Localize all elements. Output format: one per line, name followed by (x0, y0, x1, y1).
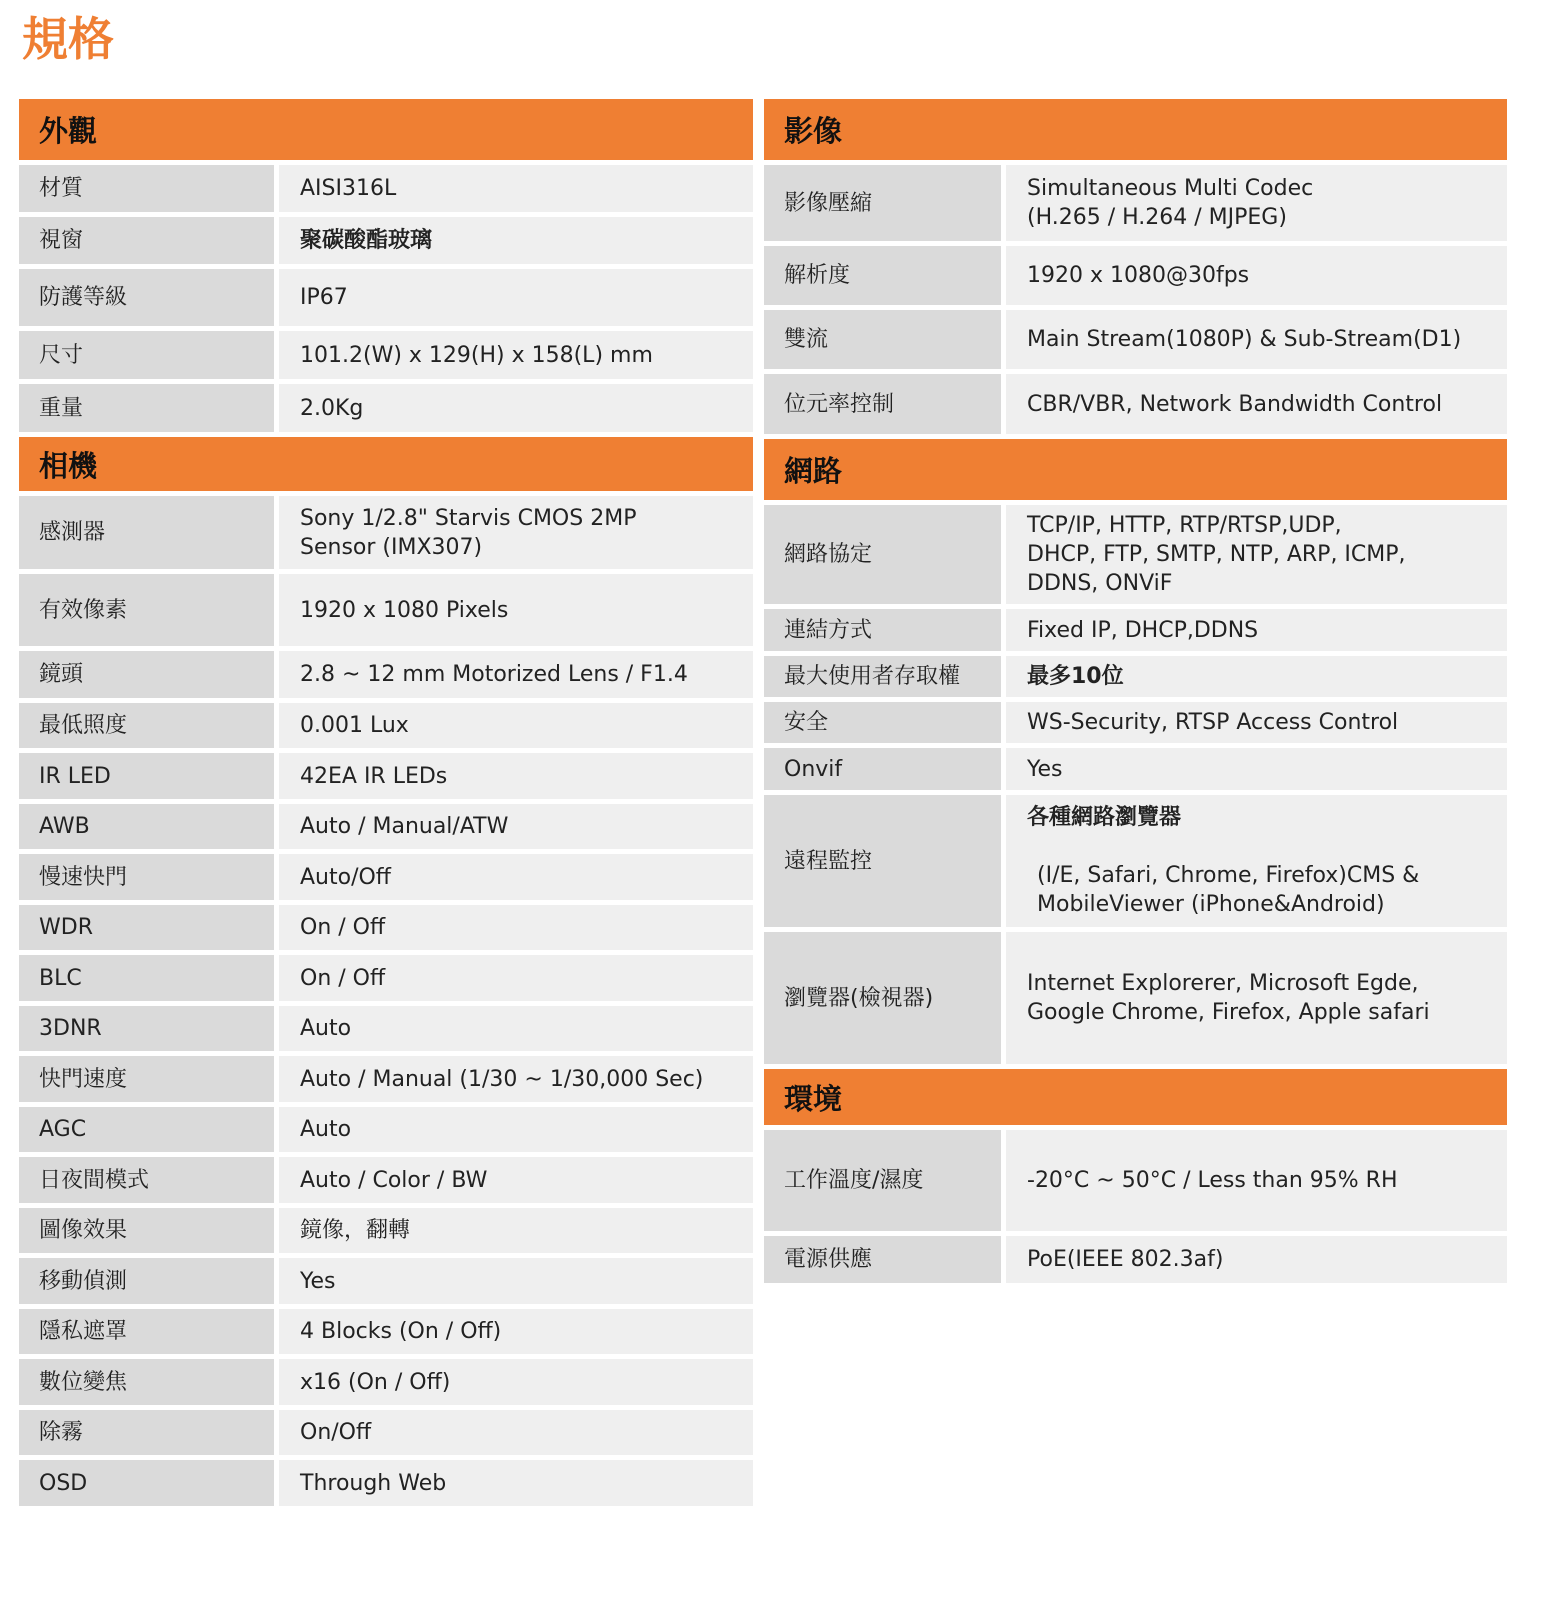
spec-row (19, 703, 753, 748)
spec-value: On/Off (279, 1410, 753, 1455)
spec-row (764, 505, 1507, 604)
spec-label: 數位變焦 (19, 1359, 274, 1405)
spec-label: 最低照度 (19, 703, 274, 748)
spec-value: AISI316L (279, 165, 753, 212)
spec-label: 雙流 (764, 310, 1001, 369)
spec-label: 材質 (19, 165, 274, 212)
spec-row (764, 1130, 1507, 1231)
spec-row (19, 651, 753, 698)
spec-row (19, 1410, 753, 1455)
spec-label: 尺寸 (19, 331, 274, 379)
remote-monitor-body: (I/E, Safari, Chrome, Firefox)CMS & MobileViewer (iPhone&Android) (1037, 863, 1420, 917)
spec-label: 除霧 (19, 1410, 274, 1455)
spec-row (19, 574, 753, 646)
right-column (764, 99, 1507, 1283)
spec-label: 防護等級 (19, 269, 274, 326)
spec-label: 圖像效果 (19, 1208, 274, 1253)
spec-value: 1920 x 1080@30fps (1006, 246, 1507, 305)
spec-value: CBR/VBR, Network Bandwidth Control (1006, 374, 1507, 434)
spec-value: Sony 1/2.8" Starvis CMOS 2MP Sensor (IMX307) (279, 496, 753, 569)
spec-value: 0.001 Lux (279, 703, 753, 748)
spec-row (19, 905, 753, 950)
spec-value: Auto (279, 1006, 753, 1051)
spec-row (19, 1056, 753, 1102)
spec-label: 遠程監控 (764, 795, 1001, 927)
spec-label: 安全 (764, 702, 1001, 743)
spec-label: 3DNR (19, 1006, 274, 1051)
spec-label: WDR (19, 905, 274, 950)
spec-value: Through Web (279, 1460, 753, 1506)
page-title: 規格 (22, 12, 114, 66)
spec-label: 感測器 (19, 496, 274, 569)
spec-row (19, 331, 753, 379)
spec-label: 位元率控制 (764, 374, 1001, 434)
spec-label: 瀏覽器(檢視器) (764, 932, 1001, 1064)
spec-label: 最大使用者存取權 (764, 656, 1001, 697)
spec-value: Simultaneous Multi Codec (H.265 / H.264 / MJPEG) (1006, 165, 1507, 241)
section-header-appearance: 外觀 (19, 99, 753, 160)
spec-value: PoE(IEEE 802.3af) (1006, 1236, 1507, 1283)
spec-label: AGC (19, 1107, 274, 1152)
spec-value: TCP/IP, HTTP, RTP/RTSP,UDP, DHCP, FTP, SMTP, NTP, ARP, ICMP, DDNS, ONViF (1006, 505, 1507, 604)
left-column (19, 99, 753, 1506)
spec-label: 連結方式 (764, 609, 1001, 651)
spec-value: Auto / Manual (1/30 ~ 1/30,000 Sec) (279, 1056, 753, 1102)
spec-value: x16 (On / Off) (279, 1359, 753, 1405)
spec-label: 視窗 (19, 217, 274, 264)
spec-row (19, 1359, 753, 1405)
spec-row (19, 1006, 753, 1051)
spec-value: 鏡像，翻轉 (279, 1208, 753, 1253)
spec-label: 移動偵測 (19, 1258, 274, 1304)
spec-row (19, 1258, 753, 1304)
spec-label: OSD (19, 1460, 274, 1506)
spec-row (764, 609, 1507, 651)
spec-label: BLC (19, 955, 274, 1001)
remote-monitor-head: 各種網路瀏覽器 (1027, 805, 1182, 830)
spec-value: Fixed IP, DHCP,DDNS (1006, 609, 1507, 651)
spec-value: IP67 (279, 269, 753, 326)
spec-value: Main Stream(1080P) & Sub-Stream(D1) (1006, 310, 1507, 369)
spec-row (19, 1460, 753, 1506)
spec-label: 影像壓縮 (764, 165, 1001, 241)
spec-row (19, 804, 753, 849)
spec-label: IR LED (19, 753, 274, 799)
spec-label: 電源供應 (764, 1236, 1001, 1283)
spec-value: On / Off (279, 905, 753, 950)
section-header-network: 網路 (764, 439, 1507, 500)
spec-value: Auto/Off (279, 854, 753, 900)
spec-row (19, 1157, 753, 1203)
spec-row (19, 1309, 753, 1354)
spec-value: 42EA IR LEDs (279, 753, 753, 799)
spec-label: 隱私遮罩 (19, 1309, 274, 1354)
spec-label: 重量 (19, 384, 274, 432)
section-header-camera: 相機 (19, 437, 753, 491)
spec-row (19, 384, 753, 432)
spec-label: 工作溫度/濕度 (764, 1130, 1001, 1231)
spec-row (764, 310, 1507, 369)
spec-value: 1920 x 1080 Pixels (279, 574, 753, 646)
spec-value: Yes (279, 1258, 753, 1304)
spec-value: 101.2(W) x 129(H) x 158(L) mm (279, 331, 753, 379)
spec-row (19, 165, 753, 212)
spec-value: On / Off (279, 955, 753, 1001)
spec-label: 慢速快門 (19, 854, 274, 900)
spec-label: 有效像素 (19, 574, 274, 646)
spec-row (19, 496, 753, 569)
spec-row (19, 1208, 753, 1253)
spec-value: Yes (1006, 748, 1507, 790)
section-header-video: 影像 (764, 99, 1507, 160)
spec-row (764, 1236, 1507, 1283)
spec-row (764, 932, 1507, 1064)
spec-label: AWB (19, 804, 274, 849)
spec-value (1006, 795, 1507, 927)
spec-value: Auto / Color / BW (279, 1157, 753, 1203)
spec-value: Auto (279, 1107, 753, 1152)
spec-label: Onvif (764, 748, 1001, 790)
spec-row (19, 753, 753, 799)
spec-row (19, 269, 753, 326)
spec-value: 2.0Kg (279, 384, 753, 432)
spec-row (19, 1107, 753, 1152)
spec-row (764, 656, 1507, 697)
spec-value: 4 Blocks (On / Off) (279, 1309, 753, 1354)
spec-label: 網路協定 (764, 505, 1001, 604)
spec-row (764, 795, 1507, 927)
spec-label: 鏡頭 (19, 651, 274, 698)
spec-row (764, 374, 1507, 434)
spec-label: 日夜間模式 (19, 1157, 274, 1203)
spec-value: 2.8 ~ 12 mm Motorized Lens / F1.4 (279, 651, 753, 698)
spec-row (764, 702, 1507, 743)
spec-label: 快門速度 (19, 1056, 274, 1102)
remote-monitor-value (1027, 774, 1419, 948)
spec-row (764, 246, 1507, 305)
spec-value: WS-Security, RTSP Access Control (1006, 702, 1507, 743)
section-header-environment: 環境 (764, 1069, 1507, 1125)
spec-value: 聚碳酸酯玻璃 (279, 217, 753, 264)
spec-value: -20°C ~ 50°C / Less than 95% RH (1006, 1130, 1507, 1231)
spec-row (19, 217, 753, 264)
spec-row (19, 955, 753, 1001)
spec-row (19, 854, 753, 900)
spec-value: Auto / Manual/ATW (279, 804, 753, 849)
spec-value: 最多10位 (1006, 656, 1507, 697)
spec-label: 解析度 (764, 246, 1001, 305)
spec-value: Internet Explorerer, Microsoft Egde, Google Chrome, Firefox, Apple safari (1006, 932, 1507, 1064)
spec-row (764, 165, 1507, 241)
